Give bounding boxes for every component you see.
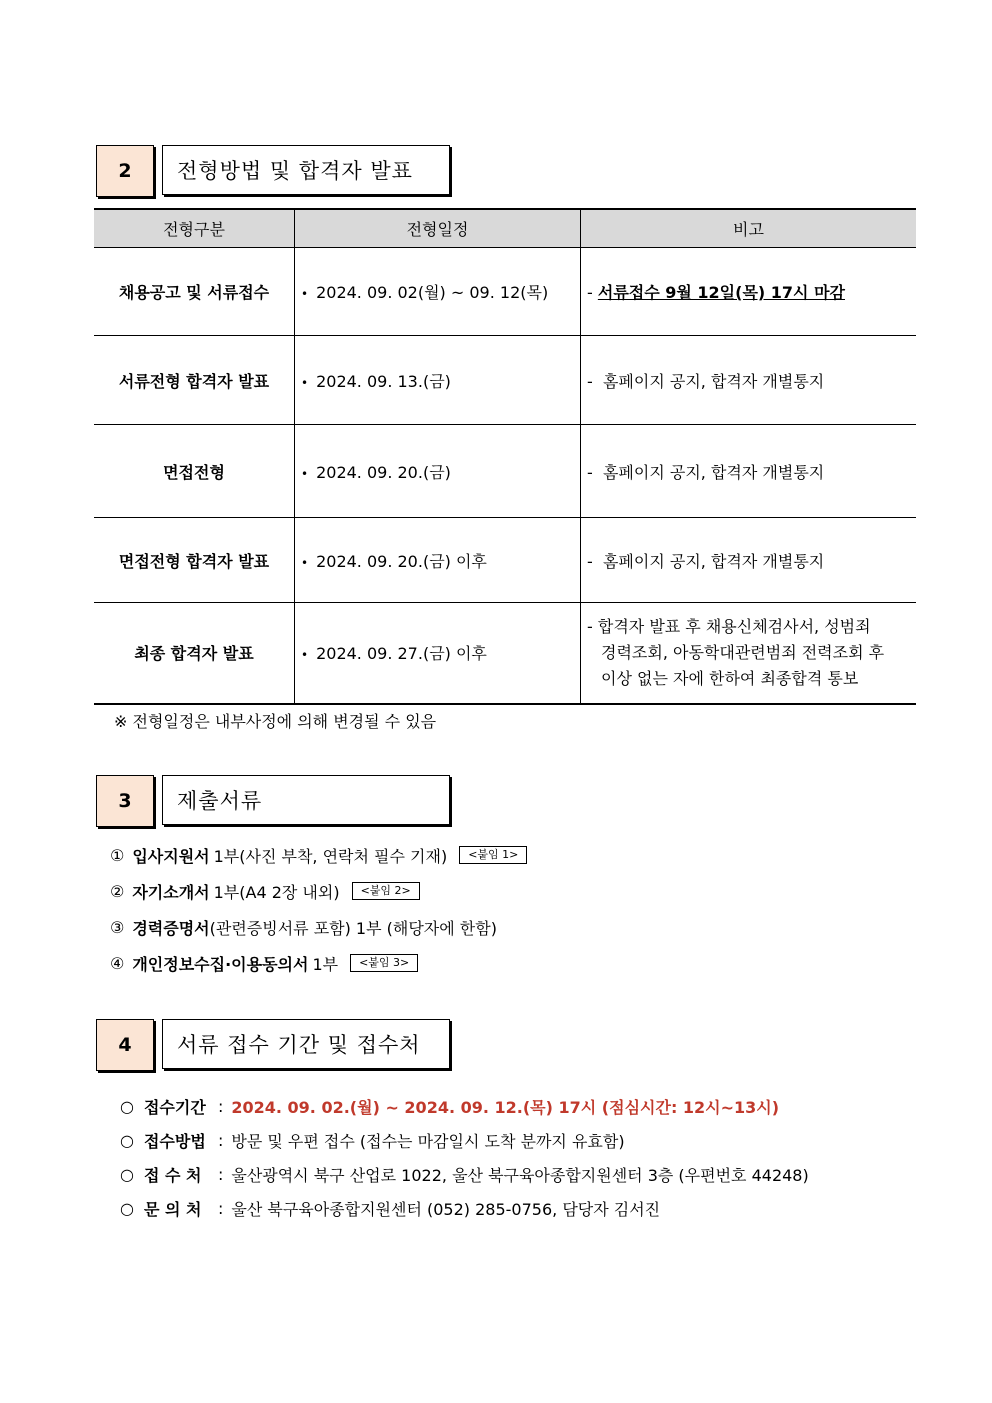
- section-number: 4: [96, 1019, 154, 1071]
- date-cell: • 2024. 09. 02(월) ~ 09. 12(목): [295, 248, 581, 336]
- info-row: ○ 문 의 처 : 울산 북구육아종합지원센터 (052) 285-0756, 담당자 김서진: [120, 1198, 661, 1219]
- table-row: [94, 603, 916, 704]
- section-number: 3: [96, 775, 154, 827]
- submission-info: [120, 1089, 809, 1225]
- table-row: [94, 336, 916, 425]
- circle-bullet-icon: ○: [120, 1096, 134, 1116]
- remark-cell: - 홈페이지 공지, 합격자 개별통지: [581, 518, 917, 603]
- circle-bullet-icon: ○: [120, 1164, 134, 1184]
- attachment-tag: <붙임 2>: [352, 882, 420, 900]
- list-item: ④ 개인정보수집·이용동의서 1부 <붙임 3>: [110, 945, 527, 981]
- schedule-table: [94, 208, 916, 705]
- date-cell: • 2024. 09. 13.(금): [295, 336, 581, 425]
- remark-cell: - 합격자 발표 후 채용신체검사서, 성범죄 경력조회, 아동학대관련범죄 전력조회 후 이상 없는 자에 한하여 최종합격 통보: [581, 603, 917, 704]
- table-row: [94, 518, 916, 603]
- circle-bullet-icon: ○: [120, 1130, 134, 1150]
- list-item: ① 입사지원서 1부(사진 부착, 연락처 필수 기재) <붙임 1>: [110, 837, 527, 873]
- section-title: 서류 접수 기간 및 접수처: [162, 1019, 450, 1069]
- table-row: [94, 248, 916, 336]
- info-row: ○ 접 수 처 : 울산광역시 북구 산업로 1022, 울산 북구육아종합지원센터 3층 (우편번호 44248): [120, 1164, 809, 1185]
- date-cell: • 2024. 09. 20.(금): [295, 425, 581, 518]
- remark-cell: - 홈페이지 공지, 합격자 개별통지: [581, 425, 917, 518]
- column-header: 전형구분: [94, 209, 295, 248]
- list-item: ② 자기소개서 1부(A4 2장 내외) <붙임 2>: [110, 873, 527, 909]
- stage-cell: 면접전형: [94, 425, 295, 518]
- list-item: ③ 경력증명서 (관련증빙서류 포함) 1부 (해당자에 한함): [110, 917, 497, 938]
- section-title: 제출서류: [162, 775, 450, 825]
- stage-cell: 면접전형 합격자 발표: [94, 518, 295, 603]
- table-row: [94, 425, 916, 518]
- stage-cell: 서류전형 합격자 발표: [94, 336, 295, 425]
- stage-cell: 채용공고 및 서류접수: [94, 248, 295, 336]
- date-cell: • 2024. 09. 20.(금) 이후: [295, 518, 581, 603]
- section-title: 전형방법 및 합격자 발표: [162, 145, 450, 195]
- attachment-tag: <붙임 3>: [350, 954, 418, 972]
- document-list: [110, 837, 527, 981]
- date-cell: • 2024. 09. 27.(금) 이후: [295, 603, 581, 704]
- remark-cell: - 서류접수 9월 12일(목) 17시 마감: [581, 248, 917, 336]
- attachment-tag: <붙임 1>: [459, 846, 527, 864]
- stage-cell: 최종 합격자 발표: [94, 603, 295, 704]
- info-row: ○ 접수방법 : 방문 및 우편 접수 (접수는 마감일시 도착 분까지 유효함): [120, 1130, 625, 1151]
- column-header: 전형일정: [295, 209, 581, 248]
- info-row: ○ 접수기간 : 2024. 09. 02.(월) ~ 2024. 09. 12.(목) 17시 (점심시간: 12시~13시): [120, 1096, 780, 1117]
- remark-cell: - 홈페이지 공지, 합격자 개별통지: [581, 336, 917, 425]
- column-header: 비고: [581, 209, 917, 248]
- schedule-note: ※ 전형일정은 내부사정에 의해 변경될 수 있음: [114, 712, 437, 731]
- table-header-row: [94, 209, 916, 248]
- circle-bullet-icon: ○: [120, 1198, 134, 1218]
- section-number: 2: [96, 145, 154, 197]
